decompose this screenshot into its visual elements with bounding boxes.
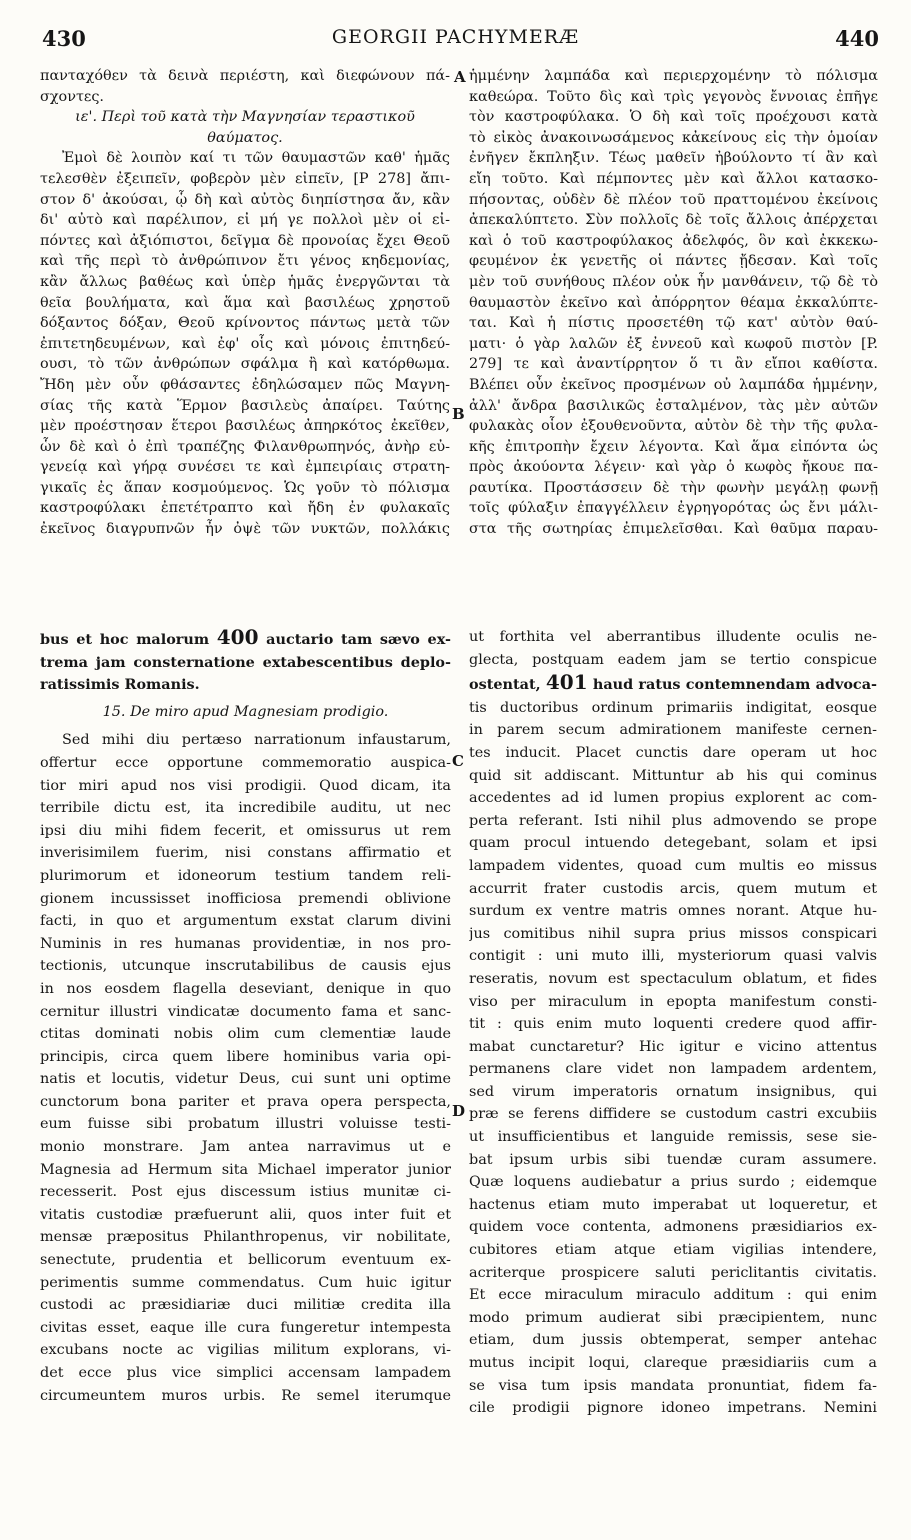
latin-text-line: ut insufficientibus et languide remissis, sese sie- xyxy=(469,1129,877,1146)
latin-text-line: natis et locutis, videtur Deus, cui sunt uni optime xyxy=(40,1071,451,1088)
margin-marker-b: B xyxy=(452,405,465,423)
latin-text-line: jus comitibus nihil supra prius missos conspicari xyxy=(469,925,877,942)
latin-text-line: quidem voce contenta, admonens præsidiarios ex- xyxy=(469,1219,877,1236)
latin-text-line: quid sit addiscant. Mittuntur ab his qui cominus xyxy=(469,767,877,784)
latin-text-line: in nos eosdem flagella deseviant, denique in quo xyxy=(40,980,451,997)
greek-text-line: τὸ εἰκὸς ἀνακοινωσάμενος κἀκείνους εἰς τὴν ὁμοίαν xyxy=(469,129,878,146)
marginal-page-number-400: 400 xyxy=(216,626,259,649)
greek-text-line: καστροφύλακι ἐπετέτραπτο καὶ ἤδη ἐν φυλακαῖς xyxy=(40,500,450,517)
greek-text-line: ἐνῆγεν ἔκπληξιν. Τέως μαθεῖν ἠβούλοντο τί ἂν καὶ xyxy=(469,150,878,167)
latin-text-line: custodi ac præsidiariæ duci militiæ credita illa xyxy=(40,1297,451,1314)
latin-text-line: ut forthita vel aberrantibus illudente oculis ne- xyxy=(469,629,877,645)
latin-text-line: inverisimilem fuerim, nisi constans affirmatio et xyxy=(40,845,451,862)
latin-text-line: cubitores etiam atque etiam vigilias intendere, xyxy=(469,1242,877,1259)
greek-text-line: στα τῆς σωτηρίας ἐπιμελεῖσθαι. Καὶ θαῦμα παραυ- xyxy=(469,521,878,538)
marginal-page-number-401: 401 xyxy=(545,671,588,695)
greek-text-line: τὸν καστροφύλακα. Ὁ δὴ καὶ τοῖς προέχουσι κατὰ xyxy=(469,109,878,126)
latin-left-line-1: bus et hoc malorum 400 auctario tam sævo ex- xyxy=(40,626,451,649)
greek-text-line: τοῖς φύλαξιν ἐπαγγέλλειν ἐγρηγορότας ὡς ἔνι μάλι- xyxy=(469,500,878,517)
greek-text-line: θεῖα βουλήματα, καὶ ἅμα καὶ βασιλέως χρηστοῦ xyxy=(40,294,450,311)
latin-text-line: tior miri apud nos visi prodigii. Quod dicam, ita xyxy=(40,777,451,794)
greek-text-line: πρὸς ἀκούοντα λέγειν· καὶ γὰρ ὁ κωφὸς ἤκουε πα- xyxy=(469,459,878,476)
latin-text-line: præ se ferens diffidere se custodum castri excubiis xyxy=(469,1106,877,1123)
latin-text-line: monio monstrare. Jam antea narravimus ut e xyxy=(40,1139,451,1156)
greek-text-line: σχοντες. xyxy=(40,88,105,105)
margin-marker-a: A xyxy=(454,68,466,86)
latin-text-line: plurimorum et idoneorum testium tandem reli- xyxy=(40,867,451,884)
latin-text-line: perta referant. Isti nihil plus admovendo se prope xyxy=(469,812,877,829)
greek-text-line: φευμένον ἐκ γενετῆς οἱ πάντες ᾔδεσαν. Καὶ τοῖς xyxy=(469,253,878,270)
greek-text-line: θαύματος. xyxy=(207,129,283,146)
latin-text-line: Et ecce miraculum miraculo additum : qui enim xyxy=(469,1287,877,1304)
latin-text-line: modo primum audierat sibi præcipientem, nunc xyxy=(469,1309,877,1326)
greek-text-line: γικαῖς ἐς ἅπαν κοσμούμενος. Ὡς γοῦν τὸ πόλισμα xyxy=(40,479,450,496)
latin-text-line: hactenus etiam muto imperabat ut loqueretur, et xyxy=(469,1196,877,1213)
greek-text-line: ἀλλ' ἄνδρα βασιλικῶς ἐσταλμένον, τὰς μὲν αὐτῶν xyxy=(469,397,878,414)
latin-text-line: surdum ex ventre matris omnes norant. Atque hu- xyxy=(469,903,877,920)
latin-text-line: in parem secum admirationem manifeste cernen- xyxy=(469,722,877,739)
greek-text-line: τελεσθὲν ἐξειπεῖν, φοβερὸν μὲν εἰπεῖν, [P 278] ἄπι- xyxy=(40,170,450,187)
greek-text-line: πήσοντας, οὐδὲν δὲ πλέον τοῦ πραττομένου ἐκείνοις xyxy=(469,191,878,208)
greek-text-line: ὧν δὲ καὶ ὁ ἐπὶ τραπέζης Φιλανθρωπηνός, ἀνὴρ εὐ- xyxy=(40,438,450,455)
latin-text-line: bat ipsum urbis sibi tuendæ curam assumere. xyxy=(469,1151,877,1168)
greek-text-line: Ἤδη μὲν οὖν φθάσαντες ἐδηλώσαμεν πῶς Μαγνη- xyxy=(40,376,450,393)
latin-text-line: viso per miraculum in epopta manifestum consti- xyxy=(469,993,877,1010)
greek-text-line: δόξαντος δόξαν, Θεοῦ κρίνοντος πάντως μετὰ τῶν xyxy=(40,315,450,332)
latin-text-line: trema jam consternatione extabescentibus deplo- xyxy=(40,653,451,671)
latin-text-line: vitatis custodiæ præfuerunt alii, quos inter fuit et xyxy=(40,1206,451,1223)
greek-text-right-column xyxy=(469,66,878,540)
greek-text-line: καὶ ὁ τοῦ καστροφύλακος ἀδελφός, ὃν καὶ ἐκκεκω- xyxy=(469,232,878,249)
latin-text-line: acriterque prospicere saluti periclitantis civitatis. xyxy=(469,1264,877,1281)
greek-text-line: ἐκεῖνος διαγρυπνῶν ἦν ὀψὲ τῶν νυκτῶν, πολλάκις xyxy=(40,521,450,538)
latin-text-line: ctitas dominati nobis olim cum clementiæ laude xyxy=(40,1026,451,1043)
latin-text-line: circumeuntem muros urbis. Re semel iterumque xyxy=(40,1387,451,1404)
running-title: GEORGII PACHYMERÆ xyxy=(331,26,580,48)
greek-text-line: γενείᾳ καὶ γήρᾳ συνέσει τε καὶ ἐμπειρίαις στρατη- xyxy=(40,459,450,476)
latin-text-line: tis ductoribus ordinum primariis indigitat, eosque xyxy=(469,699,877,716)
latin-text-line: tit : quis enim muto loquenti credere quod affir- xyxy=(469,1016,877,1033)
margin-marker-c: C xyxy=(452,752,464,770)
page-number-right: 440 xyxy=(835,26,879,51)
greek-text-line: καὶ τῆς περὶ τὸ ἀνθρώπινον ἔτι γένος κηδεμονίας, xyxy=(40,253,450,270)
greek-text-line: καθεώρα. Τοῦτο δὶς καὶ τρὶς γεγονὸς ἔννοιας ἐπῆγε xyxy=(469,88,878,105)
latin-text-line: civitas esset, eaque ille cura fungeretur intempesta xyxy=(40,1319,451,1336)
latin-text-line: accurrit frater custodis arcis, quem mutum et xyxy=(469,880,877,897)
latin-text-line: mutus incipit loqui, clareque præsidiariis cum a xyxy=(469,1355,877,1371)
greek-text-line: θαυμαστὸν ἐκεῖνο καὶ ἀπόρρητον θέαμα ἐκκαλύπτε- xyxy=(469,294,878,311)
latin-text-line: facti, in quo et argumentum exstat clarum divini xyxy=(40,913,451,930)
greek-text-line: κἂν ἄλλως βαθέως καὶ ὑπὲρ ἡμᾶς ἐνεργῶνται τὰ xyxy=(40,273,450,290)
greek-text-line: ιε'. Περὶ τοῦ κατὰ τὴν Μαγνησίαν τεραστικοῦ xyxy=(75,109,415,126)
page-number-left: 430 xyxy=(42,26,86,51)
latin-text-line: lampadem videntes, quoad cum multis eo missus xyxy=(469,857,877,874)
greek-text-line: ται. Καὶ ἡ πίστις προσετέθη τῷ κατ' αὐτὸν θαύ- xyxy=(469,315,878,332)
latin-text-line: quam procul intuendo detegebant, solam et ipsi xyxy=(469,835,877,852)
greek-text-line: ουσι, τὸ τῶν ἀνθρώπων σφάλμα ἢ καὶ κατόρθωμα. xyxy=(40,356,450,373)
latin-text-line: accedentes ad id lumen propius explorent ac com- xyxy=(469,790,877,807)
latin-text-line: cunctorum bona pariter et prava opera perspecta, xyxy=(40,1093,451,1110)
greek-text-line: κῆς ἐπιτροπὴν ἔχειν λέγοντα. Καὶ ἅμα εἰπόντα ὡς xyxy=(469,438,878,455)
latin-text-line: ratissimis Romanis. xyxy=(40,676,200,694)
latin-right-line-3: ostentat, 401 haud ratus contemnendam advoca- xyxy=(469,671,877,695)
greek-text-line: ματι· ὁ γὰρ λαλῶν ἐξ ἐννεοῦ καὶ κωφοῦ πιστὸν [P. xyxy=(469,335,878,352)
latin-text-line: tes inducit. Placet cunctis dare operam ut hoc xyxy=(469,744,877,761)
latin-text-line: se visa tum ipsis mandata pronuntiat, fidem fa- xyxy=(469,1377,877,1394)
latin-text-line: principis, circa quem libere hominibus varia opi- xyxy=(40,1048,451,1065)
latin-text-line: gionem incussisset inofficiosa premendi oblivione xyxy=(40,890,451,907)
latin-text-line: senectute, prudentia et bellicorum eventuum ex- xyxy=(40,1252,451,1269)
latin-text-line: tectionis, utcunque inscrutabilibus de causis ejus xyxy=(40,958,451,975)
greek-text-line: μὲν προέστησαν ἕτεροι βασιλέως ἀπηρκότος ἐκεῖθεν, xyxy=(40,418,450,435)
greek-text-line: ἀπεκαλύπτετο. Σὺν πολλοῖς δὲ τοῖς ἄλλοις ἀπέρχεται xyxy=(469,212,878,229)
latin-text-line: mabat cunctaretur? Hic igitur e vicino attentus xyxy=(469,1038,877,1055)
greek-text-line: ἐπιτετηδευμένων, καὶ ἐφ' οἷς καὶ μόνοις ἐπιτηδεύ- xyxy=(40,335,450,352)
greek-text-line: εἴη τοῦτο. Καὶ πέμποντες μὲν καὶ ἄλλοι κατασκο- xyxy=(469,170,878,187)
latin-text-left-column xyxy=(40,626,451,1407)
greek-text-line: δι' αὐτὸ καὶ παρέλιπον, εἰ μή γε πολλοὶ μὲν οἱ εἰ- xyxy=(40,212,450,229)
latin-text-line: Sed mihi diu pertæso narrationum infaustarum, xyxy=(62,732,451,749)
greek-text-line: 279] τε καὶ ἀναντίρρητον ὅ τι ἂν εἴποι καθίστα. xyxy=(469,356,878,373)
latin-text-line: reseratis, novum est spectaculum oblatum, et fides xyxy=(469,970,877,987)
margin-marker-d: D xyxy=(452,1102,466,1120)
latin-text-line: etiam, dum jussis obtemperat, semper antehac xyxy=(469,1332,877,1349)
page-header xyxy=(0,26,911,58)
latin-text-line: Quæ loquens audiebatur a prius surdo ; eidemque xyxy=(469,1174,877,1191)
latin-text-line: cile prodigii pignore idoneo impetrans. Nemini xyxy=(469,1400,877,1417)
latin-text-line: contigit : uni muto illi, mysteriorum quasi valvis xyxy=(469,948,877,965)
latin-text-line: permanens clare videt non lampadem ardentem, xyxy=(469,1061,877,1078)
latin-section-heading: 15. De miro apud Magnesiam prodigio. xyxy=(102,703,389,720)
greek-text-line: σίας τῆς κατὰ Ἕρμον βασιλεὺς ἀπαίρει. Ταύτης xyxy=(40,397,450,414)
latin-text-line: Numinis in res humanas providentiæ, in nos pro- xyxy=(40,935,451,952)
latin-text-right-column xyxy=(469,626,877,1420)
latin-text-line: ipsi diu mihi fidem fecerit, et omissurus ut rem xyxy=(40,822,451,839)
latin-text-line: terribile dictu est, ita incredibile auditu, ut nec xyxy=(40,800,451,817)
greek-text-line: ἡμμένην λαμπάδα καὶ περιερχομένην τὸ πόλισμα xyxy=(469,68,878,84)
greek-text-line: μὲν τοῦ συνήθους πλέον οὐκ ἦν μανθάνειν, τῷ δὲ τὸ xyxy=(469,273,878,290)
latin-text-line: Magnesia ad Hermum sita Michael imperator junior xyxy=(40,1161,451,1178)
greek-text-line: πανταχόθεν τὰ δεινὰ περιέστη, καὶ διεφώνουν πά- xyxy=(40,68,450,84)
latin-text-line: offertur ecce opportune commemoratio auspica- xyxy=(40,754,451,771)
greek-text-line: φυλακὰς οἷον ἐξουθενοῦντα, αὐτὸν δὲ τὴν τῆς φυλα- xyxy=(469,418,878,435)
latin-text-line: eum fuisse sibi probatum illustri voluisse testi- xyxy=(40,1116,451,1133)
latin-text-line: recesserit. Post ejus discessum istius munitæ ci- xyxy=(40,1184,451,1201)
latin-text-line: glecta, postquam eadem jam se tertio conspicue xyxy=(469,651,877,668)
latin-text-line: excubans nocte ac vigilias militum explorans, vi- xyxy=(40,1342,451,1359)
latin-text-line: perimentis summe commendatus. Cum huic igitur xyxy=(40,1274,451,1291)
latin-text-line: mensæ præpositus Philanthropenus, vir nobilitate, xyxy=(40,1229,451,1246)
greek-text-line: Βλέπει οὖν ἐκεῖνος προσμένων οὐ λαμπάδα ἡμμένην, xyxy=(469,376,878,393)
latin-text-line: sed virum imperatoris ornatum insignibus, qui xyxy=(469,1083,877,1100)
latin-text-line: cernitur illustri vindicatæ documento fama et sanc- xyxy=(40,1003,451,1020)
greek-text-left-column xyxy=(40,66,450,540)
greek-text-line: στον δ' ἀκούσαι, ᾧ δὴ καὶ αὐτὸς διηπίστησα ἄν, κἂν xyxy=(40,191,450,208)
greek-text-line: πόντες καὶ ἀξιόπιστοι, δεῖγμα δὲ προνοίας ἔχει Θεοῦ xyxy=(40,232,450,249)
latin-text-line: det ecce plus vice simplici accensam lampadem xyxy=(40,1365,451,1381)
greek-text-line: ραυτίκα. Προστάσσειν δὲ τὴν φωνὴν μεγάλῃ φωνῇ xyxy=(469,479,878,496)
greek-text-line: Ἐμοὶ δὲ λοιπὸν καί τι τῶν θαυμαστῶν καθ' ἡμᾶς xyxy=(62,150,450,167)
